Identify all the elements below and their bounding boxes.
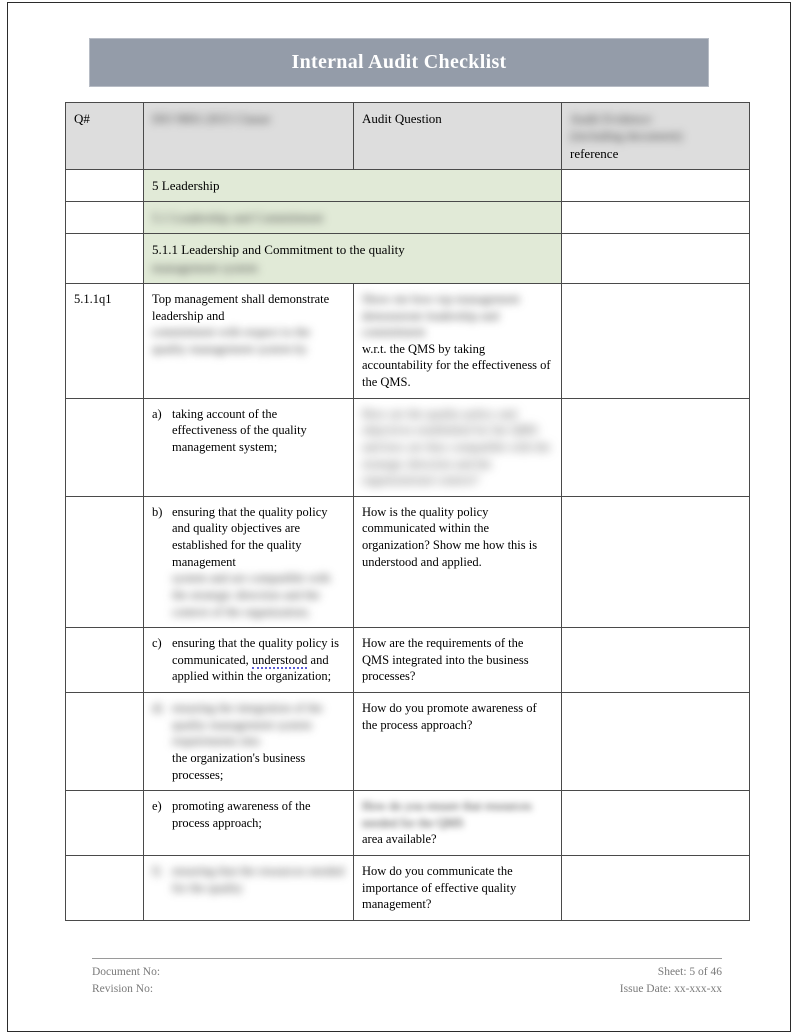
row-audit-evidence[interactable] [562,856,750,921]
section-5-1-1-label [144,234,562,284]
list-marker: e) [152,799,162,814]
row-requirement [144,693,354,791]
section-5-label: 5 Leadership [144,169,562,201]
list-marker: c) [152,636,162,651]
question-clear-text: w.r.t. the QMS by taking accountability for the effectiveness of the QMS. [362,341,551,390]
requirement-text [172,635,345,685]
section-5-1-1-label-line2: management system [152,259,258,275]
table-header [66,103,750,170]
spellcheck-word: understood [251,652,308,667]
requirement-clear-text: ensuring that the quality policy and quality objectives are established for the quality management [172,504,328,569]
page-content [8,3,790,1031]
requirement-blurred-text: commitment with respect to the quality management system by [152,325,311,356]
section-5-1-1-qcell [66,234,144,284]
section-row-5-1 [66,202,750,234]
list-marker: f) [152,864,161,879]
question-clear-text: How do you promote awareness of the process approach? [362,701,537,732]
requirement-clear-text: taking account of the effectiveness of the quality management system; [172,406,307,454]
row-audit-evidence[interactable] [562,496,750,627]
requirement-clear-text-a: ensuring that the quality policy is communicated, [172,636,339,667]
row-requirement [144,398,354,496]
question-clear-text: How is the quality policy communicated within the organization? Show me how this is understood and applied. [362,504,538,569]
table-row [66,283,750,398]
row-audit-evidence[interactable] [562,693,750,791]
section-5-1-label-text: 5.1 Leadership and Commitment [152,210,324,226]
section-row-5 [66,169,750,201]
audit-evidence-line-2: (including document) [570,128,683,144]
row-q-number [66,628,144,693]
page-footer [92,958,722,997]
column-header-q-number: Q# [66,103,144,170]
requirement-blurred-text: ensuring that the resources needed for the quality [172,864,345,895]
audit-evidence-line-1: Audit Evidence [570,111,652,126]
question-clear-text: area available? [362,832,437,847]
column-header-clause-text: ISO 9001:2015 Clause [152,111,271,126]
requirement-clear-text-b: and applied within the organization; [172,652,332,684]
table-row [66,496,750,627]
row-audit-question [354,496,562,627]
row-audit-evidence[interactable] [562,628,750,693]
row-audit-question [354,791,562,856]
footer-issue-date: Issue Date: xx-xxx-xx [619,982,722,995]
row-q-number [66,693,144,791]
requirement-blurred-text: ensuring the integration of the quality management system requirements into [172,701,323,749]
audit-evidence-line-3: reference [570,145,619,161]
row-audit-question [354,628,562,693]
table-row [66,856,750,921]
row-audit-question [354,398,562,496]
row-audit-evidence[interactable] [562,791,750,856]
section-row-5-1-1 [66,234,750,284]
row-audit-evidence[interactable] [562,283,750,398]
document-page [7,2,791,1032]
section-5-1-evidence [562,202,750,234]
row-requirement [144,496,354,627]
footer-sheet-number: Sheet: 5 of 46 [657,966,722,978]
row-requirement [144,791,354,856]
row-requirement [144,628,354,693]
footer-right [620,964,722,997]
footer-revision-no: Revision No: [92,982,154,995]
column-header-audit-question: Audit Question [354,103,562,170]
row-audit-question [354,693,562,791]
list-marker: b) [152,504,163,519]
table-header-row [66,103,750,170]
footer-document-no: Document No: [92,966,161,978]
section-5-1-1-label-line1: 5.1.1 Leadership and Commitment to the quality [152,242,405,258]
table-body [66,169,750,920]
question-clear-text: How do you communicate the importance of effective quality management? [362,864,517,912]
row-requirement [144,856,354,921]
question-blurred-text: How are the quality policy and objectives established for the QMS and how are they compatible with the strategic direction and the organizational context? [362,406,551,488]
list-marker: d) [152,701,163,716]
table-row [66,628,750,693]
section-5-1-1-evidence [562,234,750,284]
audit-checklist-table [65,102,750,921]
column-header-clause [144,103,354,170]
row-q-number [66,856,144,921]
section-5-qcell [66,169,144,201]
question-blurred-text: Show me how top management demonstrate leadership and commitment [362,291,520,340]
section-5-evidence [562,169,750,201]
footer-left [92,964,160,997]
row-audit-question [354,283,562,398]
row-audit-evidence[interactable] [562,398,750,496]
row-audit-question [354,856,562,921]
section-5-1-label [144,202,562,234]
requirement-clear-text: the organization's business processes; [172,750,306,782]
list-marker: a) [152,406,162,421]
table-row [66,693,750,791]
requirement-blurred-text: system and are compatible with the strategic direction and the context of the organization; [172,571,331,619]
section-5-1-qcell [66,202,144,234]
row-requirement [144,283,354,398]
column-header-audit-evidence [562,103,750,170]
requirement-clear-text: promoting awareness of the process approach; [172,799,311,830]
row-q-number [66,398,144,496]
row-q-number: 5.1.1q1 [66,283,144,398]
document-title-banner [89,38,709,87]
table-row [66,791,750,856]
row-q-number [66,791,144,856]
table-row [66,398,750,496]
question-clear-text: How are the requirements of the QMS integrated into the business processes? [362,636,529,684]
row-q-number [66,496,144,627]
question-blurred-text: How do you ensure that resources needed for the QMS [362,799,532,830]
page-title: Internal Audit Checklist [291,51,507,73]
requirement-clear-text: Top management shall demonstrate leadership and [152,291,330,323]
